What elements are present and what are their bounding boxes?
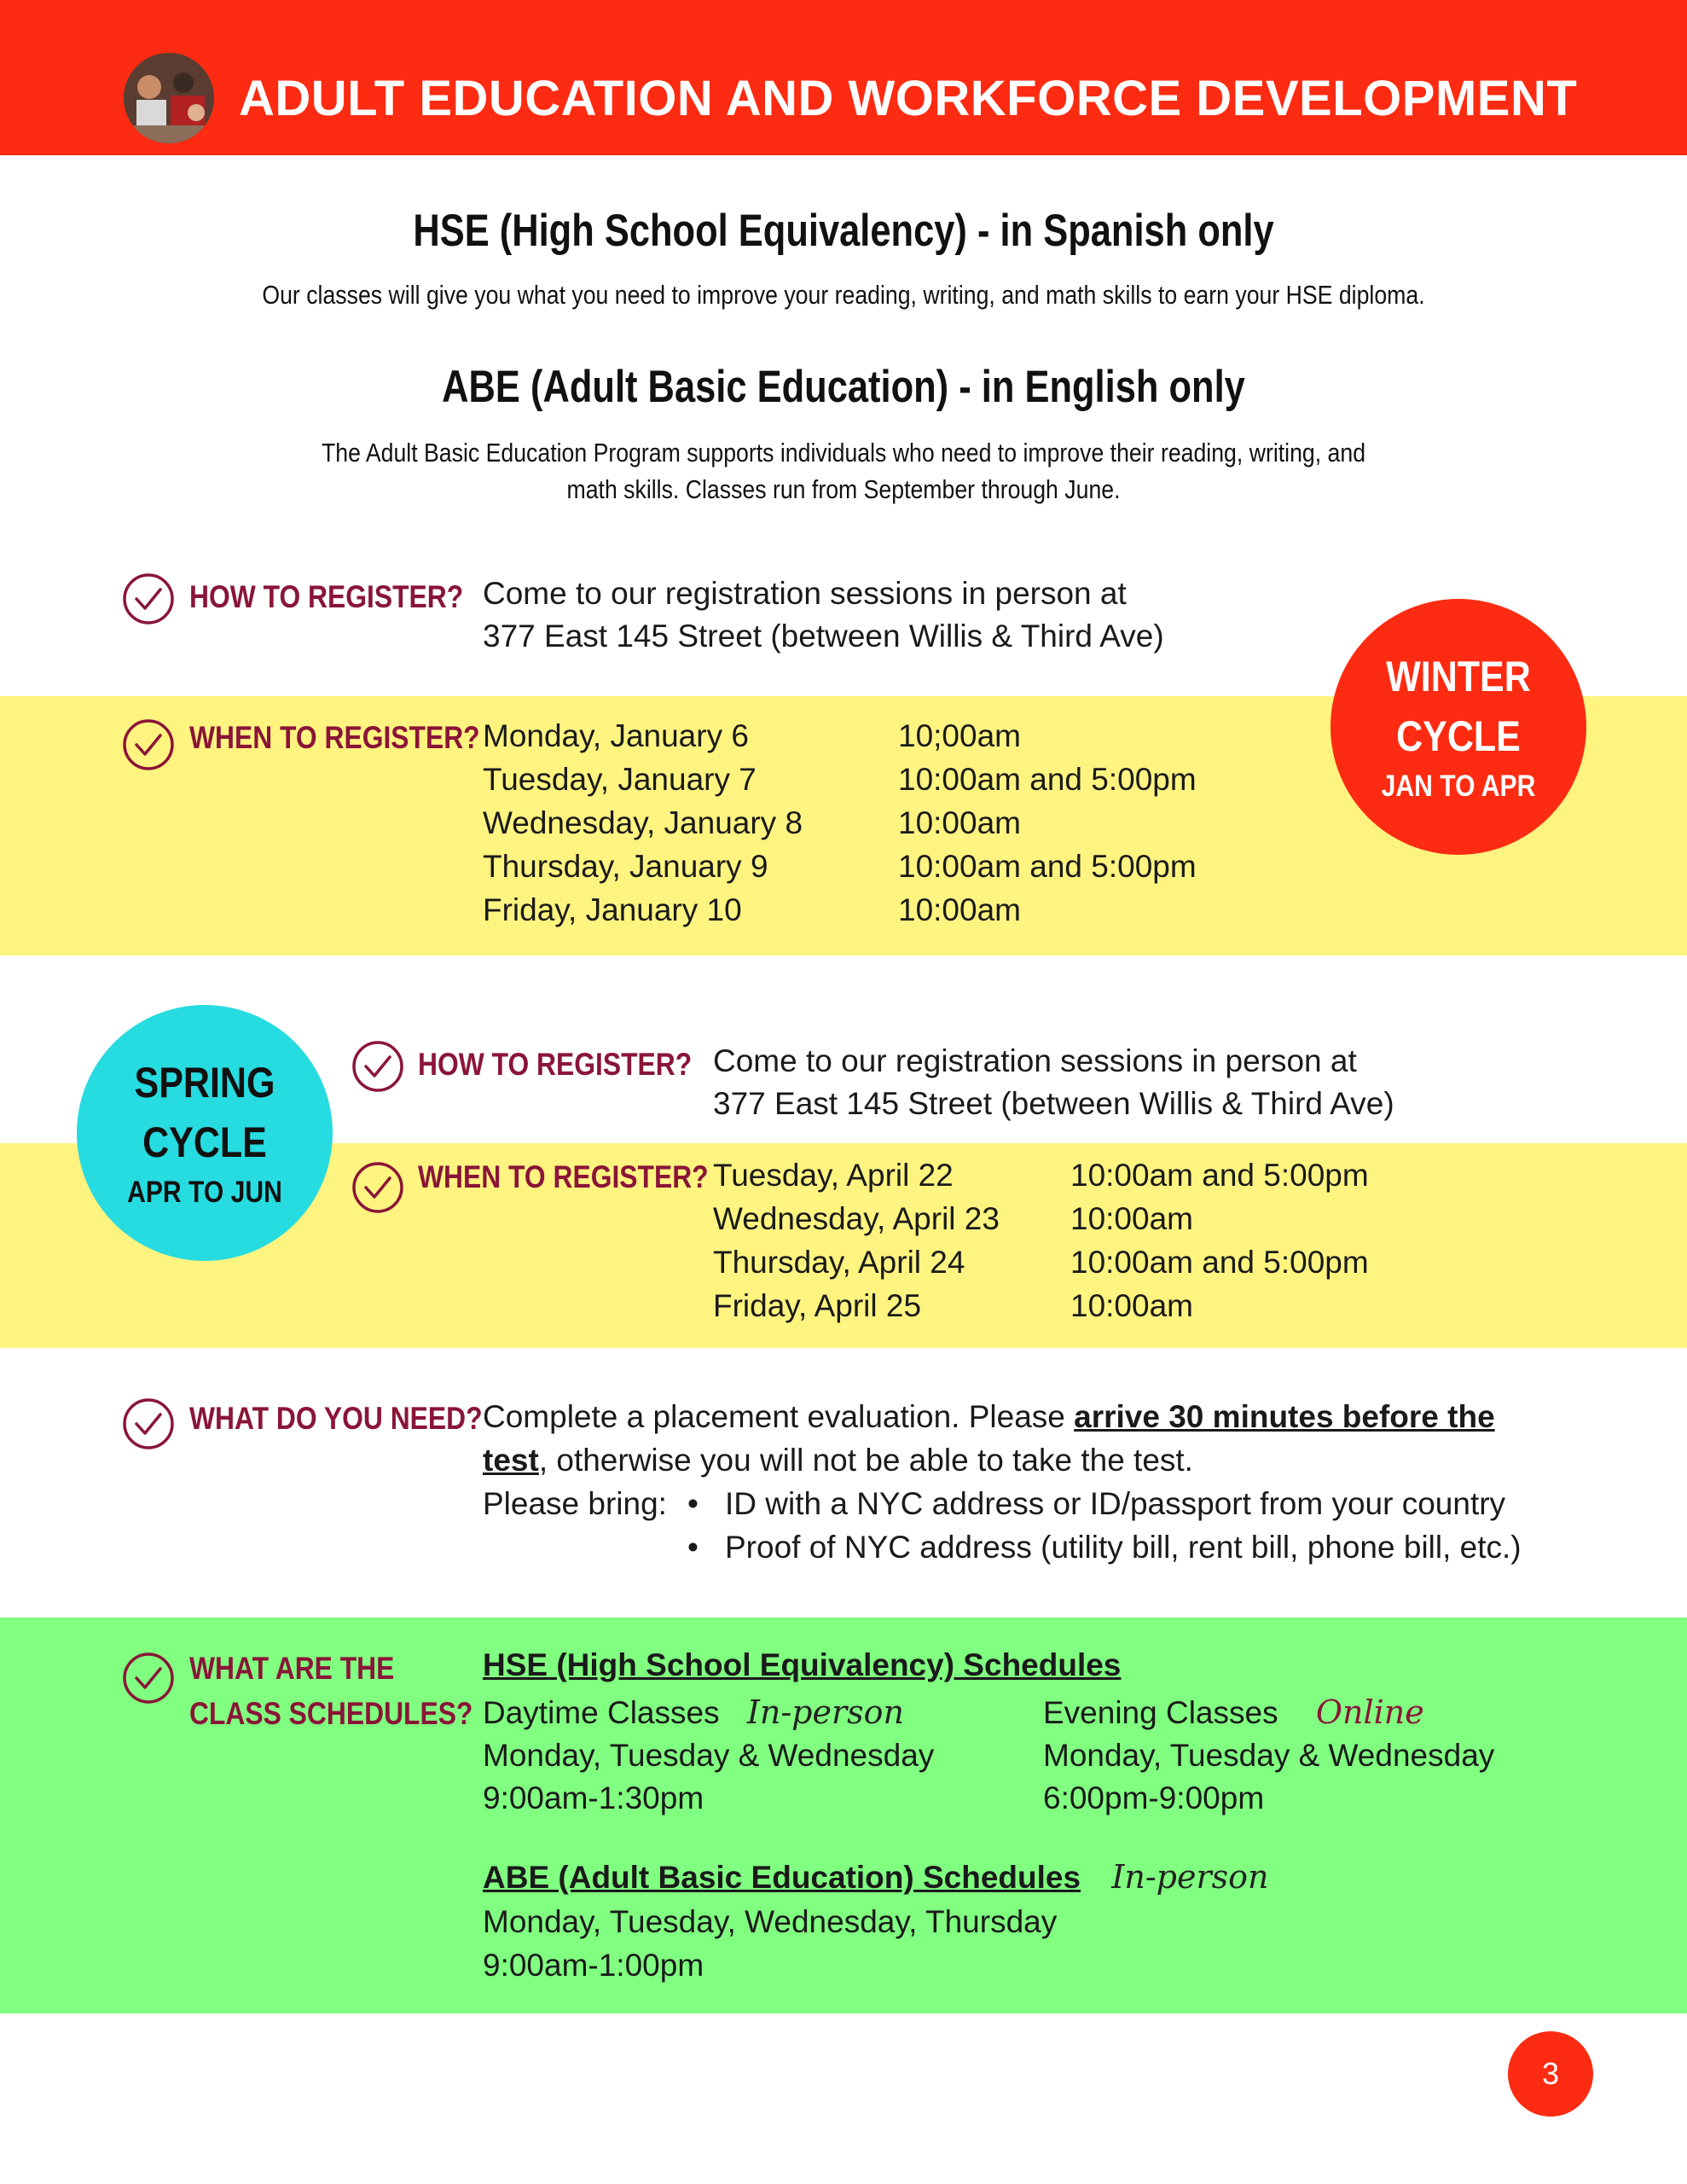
winter-session-time: 10:00am and 5:00pm: [898, 762, 1197, 797]
evening-label: Evening Classes: [1043, 1695, 1278, 1730]
need-label: WHAT DO YOU NEED?: [189, 1401, 483, 1436]
spring-how-line1: Come to our registration sessions in person at: [713, 1043, 1357, 1078]
bullet-icon: •: [687, 1530, 699, 1565]
header-banner: [0, 0, 1687, 155]
evening-hours: 6:00pm-9:00pm: [1043, 1780, 1265, 1815]
spring-session-time: 10:00am and 5:00pm: [1070, 1245, 1369, 1280]
winter-cycle-line2: CYCLE: [1396, 712, 1521, 760]
checkmark-icon: [351, 1161, 404, 1214]
spring-cycle-line1: SPRING: [134, 1059, 275, 1107]
spring-how-line2: 377 East 145 Street (between Willis & Third Ave): [713, 1086, 1394, 1121]
winter-session-time: 10:00am: [898, 805, 1021, 840]
need-line1-text: Complete a placement evaluation. Please: [483, 1399, 1075, 1434]
daytime-label: Daytime Classes: [483, 1695, 720, 1730]
spring-session-day: Friday, April 25: [713, 1288, 922, 1323]
spring-when-label: WHEN TO REGISTER?: [418, 1159, 709, 1194]
bring-label: Please bring:: [483, 1486, 667, 1521]
daytime-format-tag: In-person: [746, 1693, 905, 1731]
checkmark-icon: [122, 1397, 175, 1450]
abe-format-tag: In-person: [1111, 1858, 1269, 1896]
winter-how-label: HOW TO REGISTER?: [189, 579, 464, 614]
winter-when-label: WHEN TO REGISTER?: [189, 720, 480, 755]
checkmark-icon: [122, 1652, 175, 1705]
page-number: 3: [1508, 2031, 1593, 2117]
winter-cycle-line1: WINTER: [1386, 653, 1531, 700]
winter-session-time: 10;00am: [898, 718, 1021, 753]
bullet-icon: •: [687, 1486, 699, 1521]
evening-format-tag: Online: [1315, 1693, 1424, 1731]
winter-session-day: Friday, January 10: [483, 892, 742, 927]
winter-session-day: Wednesday, January 8: [483, 805, 803, 840]
need-line2-emphasis: test: [483, 1443, 539, 1478]
abe-title: ABE (Adult Basic Education) - in English only: [442, 362, 1245, 412]
abe-description-line2: math skills. Classes run from September through June.: [566, 474, 1121, 504]
hse-schedules-heading: HSE (High School Equivalency) Schedules: [483, 1647, 1122, 1682]
daytime-days: Monday, Tuesday & Wednesday: [483, 1738, 935, 1773]
spring-cycle-dates: APR TO JUN: [127, 1176, 282, 1209]
winter-session-day: Thursday, January 9: [483, 849, 768, 884]
header-title: ADULT EDUCATION AND WORKFORCE DEVELOPMENT: [239, 71, 1578, 126]
checkmark-icon: [122, 572, 175, 625]
winter-session-day: Monday, January 6: [483, 718, 749, 753]
need-line2-text: , otherwise you will not be able to take the test.: [538, 1443, 1193, 1478]
classroom-photo: [124, 53, 214, 143]
winter-how-line1: Come to our registration sessions in person at: [483, 576, 1127, 611]
spring-session-day: Tuesday, April 22: [713, 1158, 954, 1193]
winter-session-time: 10:00am and 5:00pm: [898, 849, 1197, 884]
winter-cycle-dates: JAN TO APR: [1381, 770, 1536, 803]
need-line1-emphasis: arrive 30 minutes before the: [1074, 1399, 1495, 1434]
winter-session-day: Tuesday, January 7: [483, 762, 757, 797]
schedules-label-line1: WHAT ARE THE: [189, 1651, 395, 1686]
winter-cycle-badge: [1330, 599, 1586, 855]
evening-classes: [1043, 1691, 1424, 1734]
spring-how-label: HOW TO REGISTER?: [418, 1047, 693, 1082]
abe-schedules-heading: ABE (Adult Basic Education) Schedules: [483, 1860, 1081, 1895]
checkmark-icon: [351, 1040, 404, 1093]
abe-schedules: [483, 1856, 1269, 1899]
abe-description-line1: The Adult Basic Education Program supports individuals who need to improve their reading, writing, and: [321, 438, 1366, 468]
checkmark-icon: [122, 718, 175, 771]
spring-cycle-badge: [77, 1005, 333, 1261]
daytime-hours: 9:00am-1:30pm: [483, 1780, 704, 1815]
abe-days: Monday, Tuesday, Wednesday, Thursday: [483, 1904, 1058, 1939]
spring-session-time: 10:00am and 5:00pm: [1070, 1158, 1369, 1193]
bring-item: ID with a NYC address or ID/passport from your country: [725, 1486, 1506, 1521]
spring-session-time: 10:00am: [1070, 1201, 1193, 1236]
spring-cycle-line2: CYCLE: [142, 1118, 267, 1166]
winter-session-time: 10:00am: [898, 892, 1021, 927]
spring-session-time: 10:00am: [1070, 1288, 1193, 1323]
daytime-classes: [483, 1691, 904, 1734]
spring-session-day: Thursday, April 24: [713, 1245, 965, 1280]
need-line2: [483, 1439, 1193, 1482]
bring-item: Proof of NYC address (utility bill, rent bill, phone bill, etc.): [725, 1530, 1522, 1565]
schedules-label-line2: CLASS SCHEDULES?: [189, 1696, 473, 1731]
winter-how-line2: 377 East 145 Street (between Willis & Third Ave): [483, 619, 1164, 653]
spring-session-day: Wednesday, April 23: [713, 1201, 1000, 1236]
abe-hours: 9:00am-1:00pm: [483, 1948, 704, 1983]
evening-days: Monday, Tuesday & Wednesday: [1043, 1738, 1495, 1773]
hse-title: HSE (High School Equivalency) - in Spanish only: [413, 206, 1274, 256]
need-line1: [483, 1396, 1495, 1438]
hse-description: Our classes will give you what you need to improve your reading, writing, and math skills to earn your HSE diploma.: [262, 280, 1425, 310]
